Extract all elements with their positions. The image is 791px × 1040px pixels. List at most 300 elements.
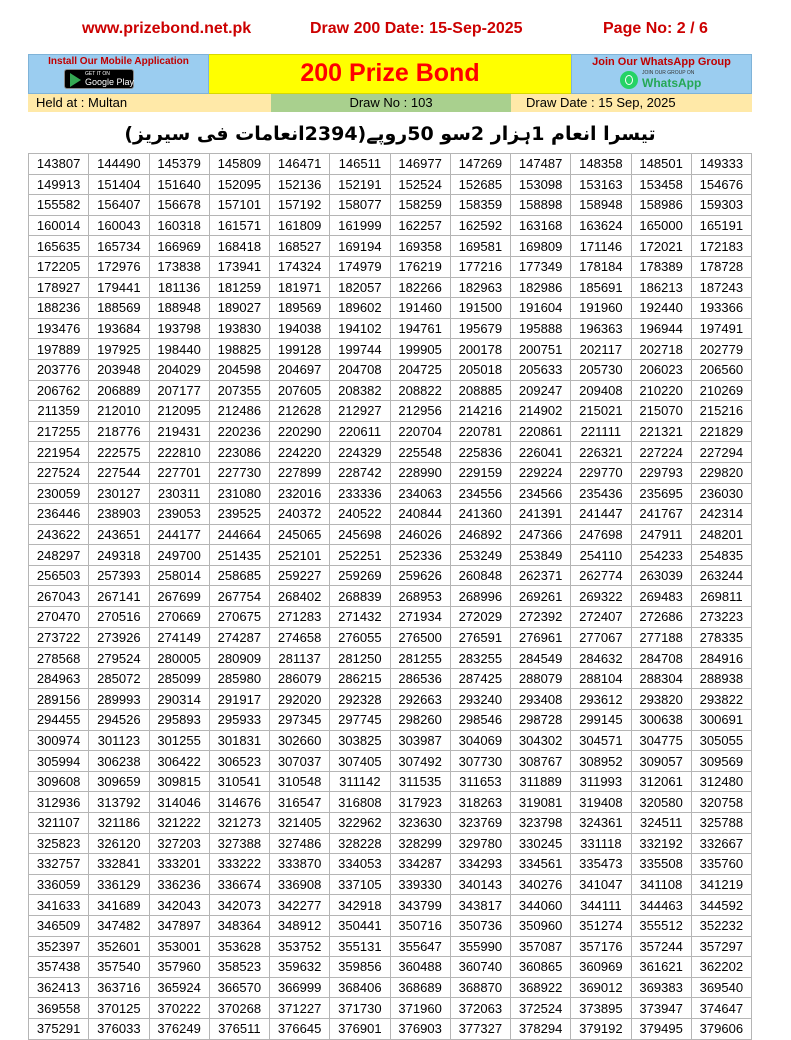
prize-number-cell: 156678 [149,195,209,216]
prize-number-cell: 148358 [571,154,631,175]
prize-number-cell: 270470 [29,607,89,628]
prize-number-cell: 357297 [691,936,751,957]
prize-number-cell: 253849 [511,545,571,566]
prize-number-cell: 221321 [631,421,691,442]
prize-number-cell: 207605 [270,380,330,401]
prize-number-cell: 368870 [450,977,510,998]
prize-number-cell: 293408 [511,689,571,710]
prize-number-cell: 300974 [29,730,89,751]
prize-number-cell: 220781 [450,421,510,442]
whatsapp-name: WhatsApp [642,76,702,90]
prize-number-cell: 343817 [450,895,510,916]
prize-number-cell: 348364 [209,915,269,936]
prize-number-cell: 239525 [209,504,269,525]
prize-number-cell: 353001 [149,936,209,957]
prize-number-cell: 193366 [691,298,751,319]
prize-number-cell: 311142 [330,771,390,792]
prize-number-cell: 280909 [209,648,269,669]
prize-number-cell: 229770 [571,462,631,483]
prize-number-cell: 173941 [209,256,269,277]
prize-number-cell: 247698 [571,524,631,545]
prize-number-cell: 212628 [270,401,330,422]
prize-number-cell: 288938 [691,668,751,689]
prize-number-cell: 284963 [29,668,89,689]
prize-number-cell: 273722 [29,627,89,648]
prize-number-cell: 352232 [691,915,751,936]
table-row [29,483,752,504]
prize-number-cell: 174324 [270,256,330,277]
table-row [29,792,752,813]
prize-number-cell: 246026 [390,524,450,545]
prize-number-cell: 202718 [631,339,691,360]
prize-number-cell: 199905 [390,339,450,360]
prize-number-cell: 153458 [631,174,691,195]
prize-number-cell: 271934 [390,607,450,628]
prize-number-cell: 160043 [89,215,149,236]
prize-number-cell: 341633 [29,895,89,916]
prize-number-cell: 308952 [571,751,631,772]
prize-number-cell: 238903 [89,504,149,525]
prize-number-cell: 270675 [209,607,269,628]
prize-number-cell: 212095 [149,401,209,422]
prize-number-cell: 281137 [270,648,330,669]
prize-number-cell: 342277 [270,895,330,916]
prize-number-cell: 375291 [29,1018,89,1039]
prize-number-cell: 260848 [450,565,510,586]
table-row [29,668,752,689]
prize-number-cell: 152191 [330,174,390,195]
prize-number-cell: 181259 [209,277,269,298]
prize-number-cell: 218776 [89,421,149,442]
prize-number-cell: 303825 [330,730,390,751]
prize-number-cell: 333222 [209,854,269,875]
prize-number-cell: 276500 [390,627,450,648]
prize-number-cell: 149333 [691,154,751,175]
prize-number-cell: 306422 [149,751,209,772]
prize-number-cell: 342073 [209,895,269,916]
prize-number-cell: 293820 [631,689,691,710]
prize-number-cell: 293612 [571,689,631,710]
prize-number-cell: 362202 [691,957,751,978]
prize-number-cell: 273926 [89,627,149,648]
prize-number-cell: 172205 [29,256,89,277]
prize-number-cell: 207177 [149,380,209,401]
prize-number-cell: 369383 [631,977,691,998]
prize-number-cell: 376511 [209,1018,269,1039]
prize-number-cell: 248201 [691,524,751,545]
prize-number-cell: 344060 [511,895,571,916]
prize-number-cell: 368689 [390,977,450,998]
prize-number-cell: 323798 [511,813,571,834]
prize-number-cell: 299145 [571,710,631,731]
table-row [29,380,752,401]
prize-number-cell: 280005 [149,648,209,669]
prize-number-cell: 316547 [270,792,330,813]
prize-number-cell: 295933 [209,710,269,731]
prize-number-cell: 249700 [149,545,209,566]
prize-number-cell: 281255 [390,648,450,669]
prize-number-cell: 379495 [631,1018,691,1039]
prize-number-cell: 195888 [511,318,571,339]
whatsapp-box [571,54,752,94]
table-row [29,874,752,895]
prize-number-cell: 302660 [270,730,330,751]
prize-number-cell: 357438 [29,957,89,978]
prize-number-cell: 220290 [270,421,330,442]
prize-number-cell: 335473 [571,854,631,875]
prize-number-cell: 227544 [89,462,149,483]
table-row [29,977,752,998]
prize-number-cell: 251435 [209,545,269,566]
prize-number-cell: 173838 [149,256,209,277]
prize-number-cell: 241391 [511,504,571,525]
banner [28,54,752,94]
prize-number-cell: 171146 [571,236,631,257]
table-row [29,730,752,751]
prize-number-cell: 259227 [270,565,330,586]
prize-number-cell: 199744 [330,339,390,360]
prize-number-cell: 312061 [631,771,691,792]
prize-number-cell: 153163 [571,174,631,195]
prize-number-cell: 373895 [571,998,631,1019]
prize-number-cell: 369012 [571,977,631,998]
prize-number-cell: 231080 [209,483,269,504]
prize-number-cell: 252251 [330,545,390,566]
prize-number-cell: 195679 [450,318,510,339]
prize-number-cell: 324361 [571,813,631,834]
prize-number-cell: 174979 [330,256,390,277]
prize-number-cell: 362413 [29,977,89,998]
prize-number-cell: 220236 [209,421,269,442]
prize-number-cell: 371227 [270,998,330,1019]
prize-number-cell: 215070 [631,401,691,422]
prize-number-cell: 152524 [390,174,450,195]
prize-number-cell: 204598 [209,359,269,380]
prize-number-cell: 332757 [29,854,89,875]
prize-number-cell: 347482 [89,915,149,936]
draw-number: Draw No : 103 [271,94,511,112]
prize-number-cell: 193830 [209,318,269,339]
prize-number-cell: 189569 [270,298,330,319]
prize-number-cell: 234556 [450,483,510,504]
prize-number-cell: 309608 [29,771,89,792]
prize-number-cell: 229820 [691,462,751,483]
prize-number-cell: 355131 [330,936,390,957]
prize-number-cell: 185691 [571,277,631,298]
prize-number-cell: 343799 [390,895,450,916]
table-row [29,318,752,339]
prize-number-cell: 292663 [390,689,450,710]
prize-number-cell: 206762 [29,380,89,401]
prize-number-cell: 318263 [450,792,510,813]
prize-number-cell: 243651 [89,524,149,545]
prize-number-cell: 324511 [631,813,691,834]
prize-number-cell: 373947 [631,998,691,1019]
prize-number-cell: 376903 [390,1018,450,1039]
prize-number-cell: 274658 [270,627,330,648]
prize-number-cell: 151640 [149,174,209,195]
prize-number-cell: 284708 [631,648,691,669]
prize-number-cell: 243622 [29,524,89,545]
prize-number-cell: 209408 [571,380,631,401]
site-link[interactable]: www.prizebond.net.pk [82,20,252,37]
prize-number-cell: 321222 [149,813,209,834]
prize-number-cell: 161809 [270,215,330,236]
prize-number-cell: 285099 [149,668,209,689]
prize-number-cell: 297745 [330,710,390,731]
prize-number-cell: 235436 [571,483,631,504]
prize-number-cell: 285980 [209,668,269,689]
prize-number-cell: 276055 [330,627,390,648]
prize-number-cell: 244664 [209,524,269,545]
prize-number-cell: 344111 [571,895,631,916]
prize-number-cell: 165635 [29,236,89,257]
prize-number-cell: 182986 [511,277,571,298]
prize-number-cell: 293240 [450,689,510,710]
prize-number-cell: 194102 [330,318,390,339]
prize-number-cell: 322962 [330,813,390,834]
prize-number-cell: 241360 [450,504,510,525]
prize-number-cell: 267754 [209,586,269,607]
whatsapp-badge[interactable] [620,70,710,92]
prize-number-cell: 169358 [390,236,450,257]
prize-number-cell: 158948 [571,195,631,216]
prize-number-cell: 202117 [571,339,631,360]
prize-number-cell: 337105 [330,874,390,895]
prize-number-cell: 332841 [89,854,149,875]
prize-number-cell: 206023 [631,359,691,380]
prize-number-cell: 319408 [571,792,631,813]
prize-number-cell: 214902 [511,401,571,422]
prize-number-cell: 262371 [511,565,571,586]
prize-number-cell: 172021 [631,236,691,257]
prize-number-cell: 158259 [390,195,450,216]
prize-number-cell: 247366 [511,524,571,545]
prize-number-cell: 230059 [29,483,89,504]
prize-number-cell: 178389 [631,256,691,277]
prize-number-cell: 340276 [511,874,571,895]
prize-number-cell: 262774 [571,565,631,586]
prize-number-cell: 369558 [29,998,89,1019]
prize-number-cell: 154676 [691,174,751,195]
prize-number-cell: 319081 [511,792,571,813]
prize-number-cell: 288104 [571,668,631,689]
prize-number-cell: 321107 [29,813,89,834]
prize-number-cell: 242314 [691,504,751,525]
prize-number-cell: 191604 [511,298,571,319]
table-row [29,421,752,442]
prize-number-cell: 272407 [571,607,631,628]
page-number: Page No: 2 / 6 [603,20,708,37]
prize-number-cell: 224220 [270,442,330,463]
prize-number-cell: 147269 [450,154,510,175]
prize-number-cell: 191460 [390,298,450,319]
prize-number-cell: 240372 [270,504,330,525]
prize-number-cell: 327203 [149,833,209,854]
prize-number-cell: 259269 [330,565,390,586]
prize-number-cell: 149913 [29,174,89,195]
prize-number-cell: 269811 [691,586,751,607]
prize-number-cell: 344463 [631,895,691,916]
prize-number-cell: 328228 [330,833,390,854]
table-row [29,154,752,175]
prize-number-cell: 329780 [450,833,510,854]
prize-number-cell: 321273 [209,813,269,834]
prize-number-cell: 220861 [511,421,571,442]
prize-number-cell: 271432 [330,607,390,628]
prize-number-cell: 278335 [691,627,751,648]
prize-number-cell: 225836 [450,442,510,463]
table-row [29,545,752,566]
prize-number-cell: 240844 [390,504,450,525]
prize-number-cell: 365924 [149,977,209,998]
whatsapp-icon [620,71,638,89]
prize-number-cell: 165734 [89,236,149,257]
prize-number-cell: 177216 [450,256,510,277]
prize-number-cell: 333201 [149,854,209,875]
prize-number-cell: 168418 [209,236,269,257]
prize-number-cell: 169194 [330,236,390,257]
prize-number-cell: 210220 [631,380,691,401]
install-app-label: Install Our Mobile Application [48,56,189,67]
prize-number-cell: 305055 [691,730,751,751]
prize-number-cell: 336908 [270,874,330,895]
prize-number-cell: 360969 [571,957,631,978]
prize-number-cell: 314046 [149,792,209,813]
prize-number-cell: 378294 [511,1018,571,1039]
prize-number-cell: 269261 [511,586,571,607]
prize-number-cell: 341047 [571,874,631,895]
prize-number-cell: 259626 [390,565,450,586]
prize-number-cell: 270516 [89,607,149,628]
prize-number-cell: 284549 [511,648,571,669]
held-at: Held at : Multan [28,94,271,112]
prize-number-cell: 352601 [89,936,149,957]
prize-number-cell: 321405 [270,813,330,834]
table-row [29,607,752,628]
prize-number-cell: 152095 [209,174,269,195]
prize-number-cell: 358523 [209,957,269,978]
prize-number-cell: 248297 [29,545,89,566]
prize-number-cell: 360740 [450,957,510,978]
prize-number-cell: 366570 [209,977,269,998]
prize-number-cell: 363716 [89,977,149,998]
prize-number-cell: 272029 [450,607,510,628]
prize-number-cell: 350716 [390,915,450,936]
table-row [29,833,752,854]
prize-number-cell: 223086 [209,442,269,463]
prize-number-cell: 361621 [631,957,691,978]
prize-number-cell: 229159 [450,462,510,483]
prize-number-cell: 376249 [149,1018,209,1039]
prize-number-cell: 181136 [149,277,209,298]
table-row [29,359,752,380]
prize-number-cell: 298260 [390,710,450,731]
prize-number-cell: 355990 [450,936,510,957]
google-play-name: Google Play [85,77,135,87]
prize-number-cell: 376645 [270,1018,330,1039]
table-row [29,648,752,669]
prize-number-cell: 205730 [571,359,631,380]
prize-number-cell: 188948 [149,298,209,319]
prize-number-cell: 245698 [330,524,390,545]
prize-number-cell: 258014 [149,565,209,586]
prize-number-cell: 379606 [691,1018,751,1039]
prize-number-cell: 289993 [89,689,149,710]
prize-number-cell: 220611 [330,421,390,442]
table-row [29,771,752,792]
prize-number-cell: 240522 [330,504,390,525]
prize-number-cell: 357244 [631,936,691,957]
prize-number-cell: 352397 [29,936,89,957]
prize-number-cell: 155582 [29,195,89,216]
install-app-box [28,54,209,94]
prize-number-cell: 263244 [691,565,751,586]
prize-number-cell: 369540 [691,977,751,998]
google-play-badge[interactable] [64,69,134,89]
prize-number-cell: 234063 [390,483,450,504]
prize-number-cell: 215021 [571,401,631,422]
prize-number-cell: 359856 [330,957,390,978]
table-row [29,936,752,957]
prize-number-cell: 334053 [330,854,390,875]
prize-number-cell: 198440 [149,339,209,360]
prize-number-cell: 336674 [209,874,269,895]
prize-number-cell: 332667 [691,833,751,854]
prize-number-cell: 350441 [330,915,390,936]
prize-number-cell: 327388 [209,833,269,854]
prize-number-cell: 200751 [511,339,571,360]
prize-number-cell: 295893 [149,710,209,731]
prize-number-cell: 357960 [149,957,209,978]
prize-number-cell: 371730 [330,998,390,1019]
prize-number-cell: 285072 [89,668,149,689]
table-row [29,813,752,834]
prize-number-cell: 294526 [89,710,149,731]
title-box [209,54,571,94]
prize-number-cell: 227730 [209,462,269,483]
prize-number-cell: 353752 [270,936,330,957]
table-row [29,215,752,236]
prize-number-cell: 221954 [29,442,89,463]
prize-number-cell: 189602 [330,298,390,319]
prize-number-cell: 152136 [270,174,330,195]
prize-number-cell: 178927 [29,277,89,298]
prize-number-cell: 207355 [209,380,269,401]
prize-number-cell: 351274 [571,915,631,936]
prize-number-cell: 177349 [511,256,571,277]
table-row [29,462,752,483]
prize-number-cell: 276961 [511,627,571,648]
prize-number-cell: 258685 [209,565,269,586]
prize-number-cell: 179441 [89,277,149,298]
prize-number-cell: 339330 [390,874,450,895]
prize-number-cell: 340143 [450,874,510,895]
prize-number-cell: 267699 [149,586,209,607]
table-row [29,1018,752,1039]
prize-number-cell: 325788 [691,813,751,834]
prize-number-cell: 292328 [330,689,390,710]
prize-number-cell: 304571 [571,730,631,751]
prize-number-cell: 272392 [511,607,571,628]
prize-number-cell: 197491 [691,318,751,339]
prize-number-cell: 254110 [571,545,631,566]
prize-number-cell: 227294 [691,442,751,463]
table-row [29,895,752,916]
prize-number-cell: 162592 [450,215,510,236]
prize-number-cell: 347897 [149,915,209,936]
prize-number-cell: 196363 [571,318,631,339]
